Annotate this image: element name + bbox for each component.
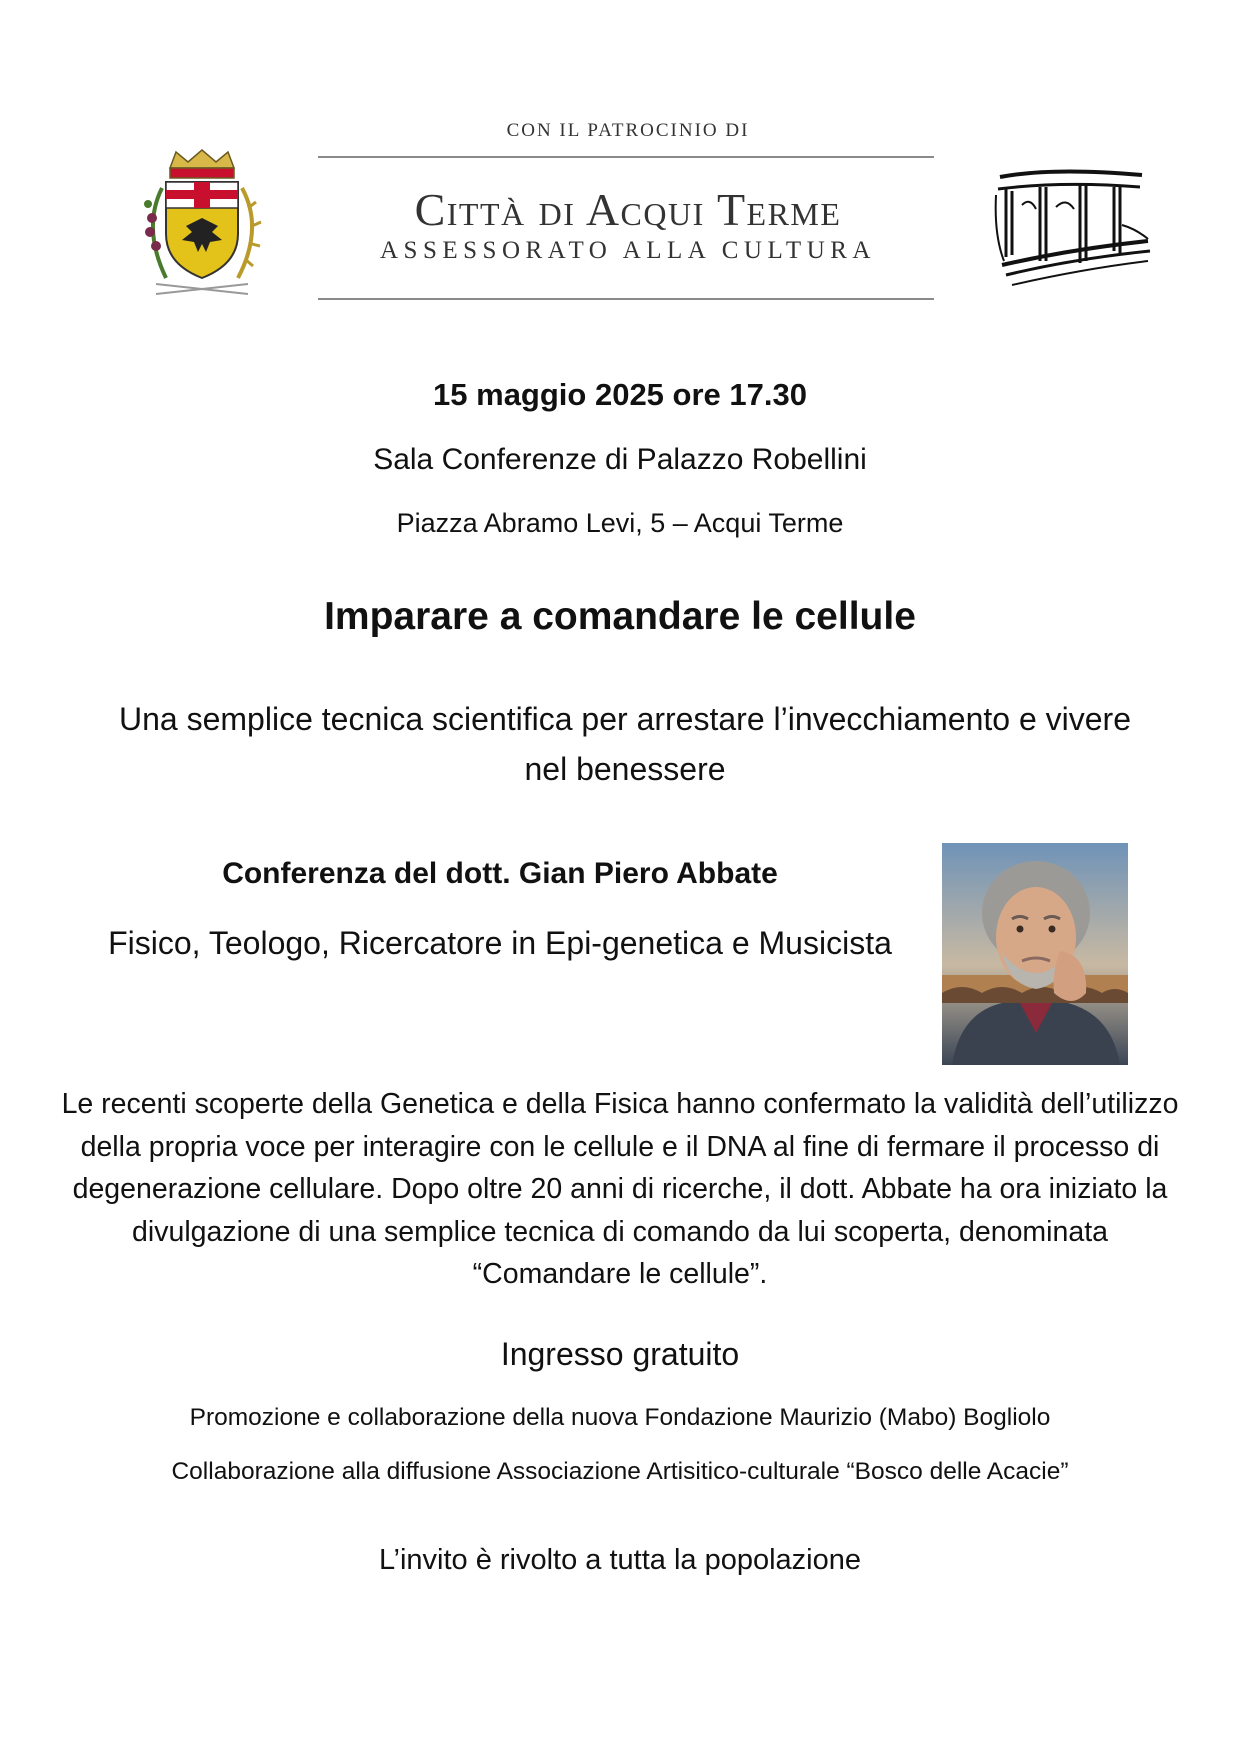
event-date-time: 15 maggio 2025 ore 17.30 <box>433 377 807 412</box>
invitation-note: L’invito è rivolto a tutta la popolazione <box>378 1544 862 1576</box>
header-top-rule <box>318 156 934 158</box>
conference-subtitle: Una semplice tecnica scientifica per arrestare l’invecchiamento e vivere nel benessere <box>119 701 1131 787</box>
entry-info: Ingresso gratuito <box>500 1336 740 1372</box>
conference-description: Le recenti scoperte della Genetica e della Fisica hanno confermato la validità dell’utilizzo della propria voce per interagire con le cellule e il DNA al fine di fermare il processo di degenerazione cellulare. Dopo oltre 20 anni di ricerche, il dott. Abbate ha ora iniziato la divulgazione di una semplice tecnica di comando da lui scoperta, denominata “Comandare le cellule”. <box>61 1088 1179 1290</box>
speaker-roles: Fisico, Teologo, Ricercatore in Epi-genetica e Musicista <box>108 925 892 961</box>
department-name: ASSESSORATO ALLA CULTURA <box>380 237 876 264</box>
patronage-label: CON IL PATROCINIO DI <box>506 120 750 141</box>
conference-title: Imparare a comandare le cellule <box>324 595 916 638</box>
speaker-portrait <box>942 843 1128 1065</box>
event-venue: Sala Conferenze di Palazzo Robellini <box>373 443 867 476</box>
promotion-note: Promozione e collaborazione della nuova Fondazione Maurizio (Mabo) Bogliolo <box>189 1404 1051 1431</box>
event-address: Piazza Abramo Levi, 5 – Acqui Terme <box>396 508 844 538</box>
palazzo-sketch-logo <box>992 165 1152 295</box>
speaker-heading: Conferenza del dott. Gian Piero Abbate <box>222 857 778 890</box>
coat-of-arms-emblem <box>136 148 268 300</box>
header-bottom-rule <box>318 298 934 300</box>
city-name: Città di Acqui Terme <box>414 184 842 235</box>
collaboration-note: Collaborazione alla diffusione Associazione Artisitico-culturale “Bosco delle Acacie” <box>171 1458 1069 1485</box>
